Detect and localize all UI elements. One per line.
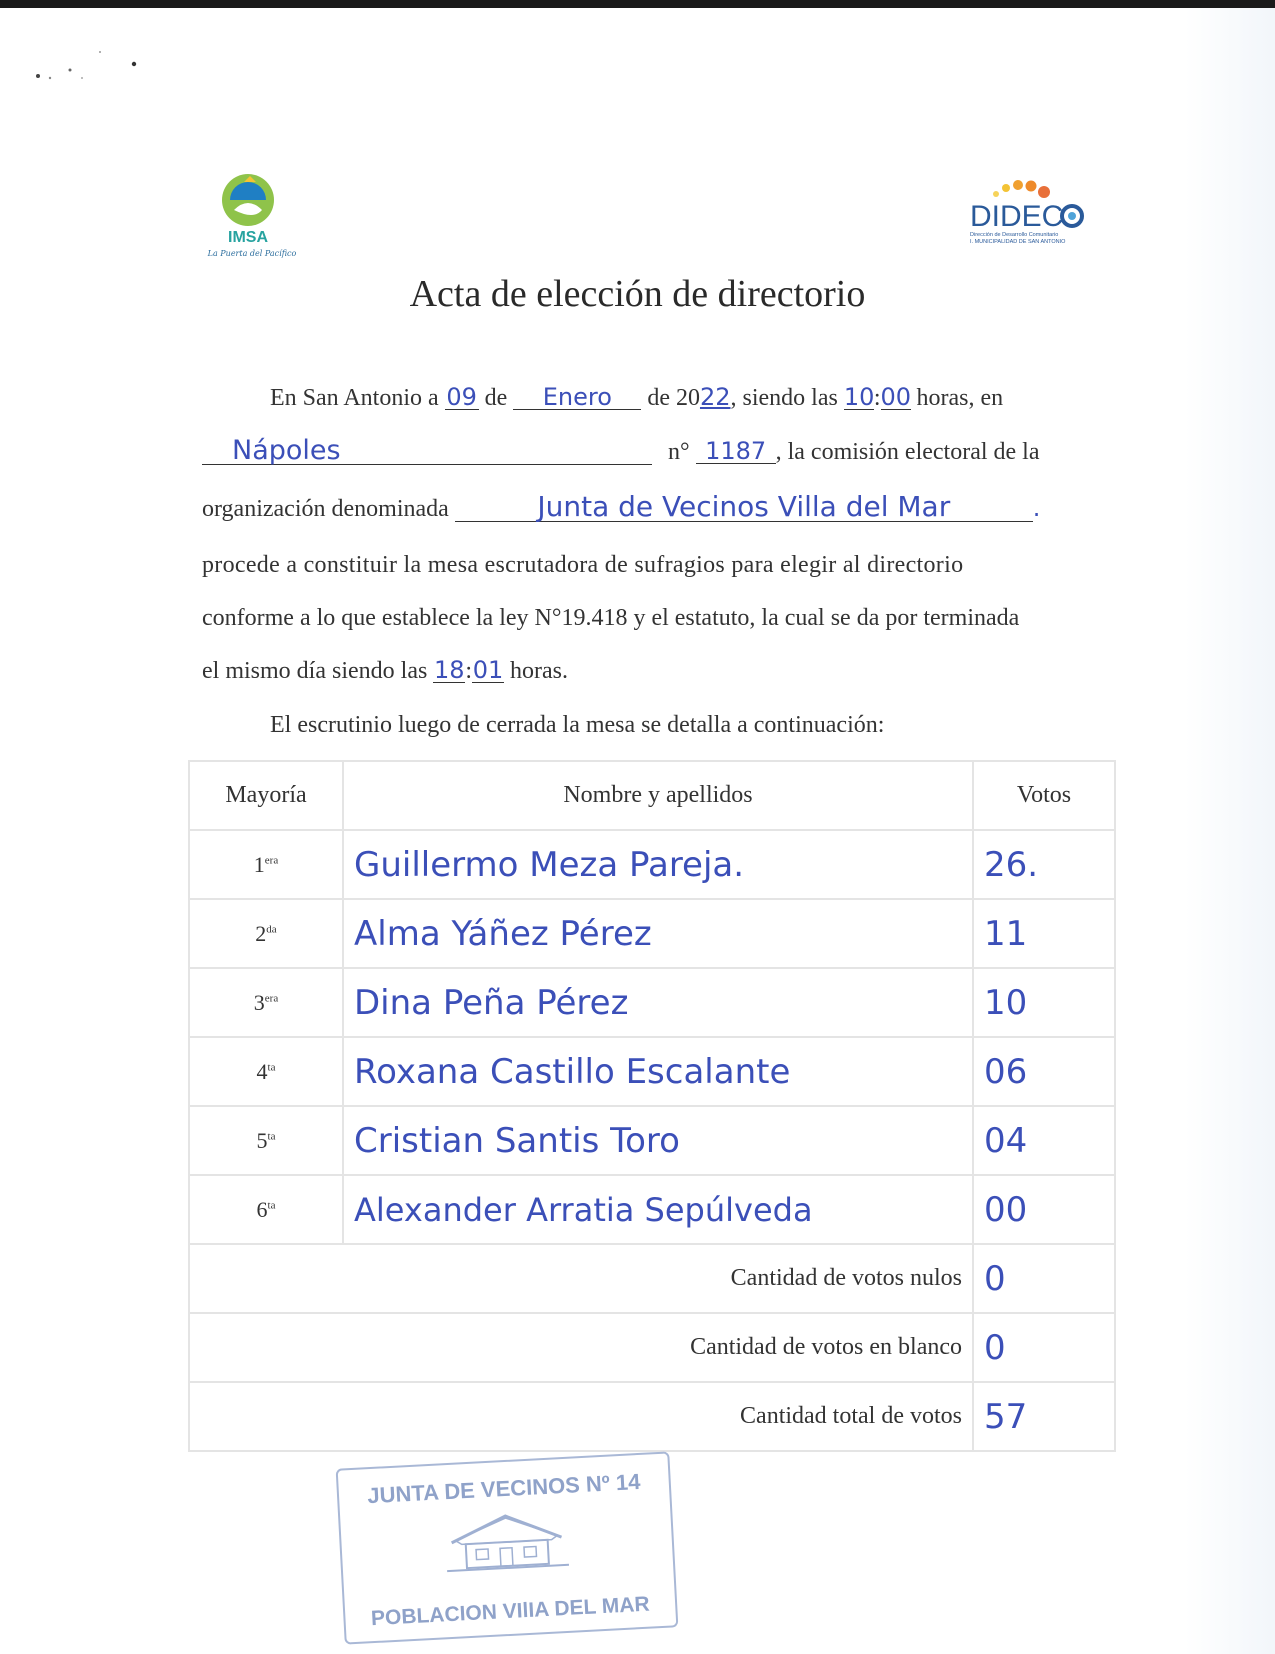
house-icon [440,1509,573,1576]
candidate-votes: 11 [973,899,1115,968]
candidate-name: Alexander Arratia Sepúlveda [343,1175,973,1244]
rank-cell [189,1175,343,1244]
summary-row-total [189,1382,1115,1451]
scan-specks [30,48,150,88]
scan-top-edge [0,0,1275,8]
rank-suffix: era [264,854,279,867]
rank-cell [189,830,343,899]
rank-number: 4 [256,1058,268,1084]
svg-text:I. MUNICIPALIDAD DE SAN ANTONI: I. MUNICIPALIDAD DE SAN ANTONIO [970,239,1066,245]
stamp-line-1: JUNTA DE VECINOS Nº 14 [366,1468,642,1509]
rank-cell [189,968,343,1037]
blanco-value: 0 [973,1313,1115,1382]
field-year: 22 [699,383,731,411]
scan-shadow [1185,8,1275,1654]
acta-line-7: El escrutinio luego de cerrada la mesa se detalla a continuación: [270,712,885,738]
acta-line-4: procede a constituir la mesa escrutadora de sufragios para elegir al directorio [202,552,964,578]
blanco-label: Cantidad de votos en blanco [189,1313,973,1382]
document-title: Acta de elección de directorio [409,273,866,315]
field-organizacion: Junta de Vecinos Villa del Mar [455,493,1033,522]
header-mayoria: Mayoría [189,761,343,830]
summary-row-blanco [189,1313,1115,1382]
svg-text:Dirección de Desarrollo Comuni: Dirección de Desarrollo Comunitario [970,232,1059,238]
candidate-name: Roxana Castillo Escalante [343,1037,973,1106]
rank-suffix: ta [267,1061,276,1074]
candidate-name: Guillermo Meza Pareja. [343,830,973,899]
acta-text: de 20 [647,385,700,411]
table-row [189,1175,1115,1244]
acta-text: , siendo las [730,385,838,411]
acta-text: horas. [509,658,568,684]
candidate-votes: 00 [973,1175,1115,1244]
acta-text: n° [668,439,690,465]
rank-number: 5 [256,1127,268,1153]
acta-text: de [484,385,508,411]
candidate-votes: 06 [973,1037,1115,1106]
candidate-votes: 26. [973,830,1115,899]
field-hora-inicio-h: 10 [843,383,875,411]
field-calle: Nápoles [202,437,652,465]
dideco-logo [968,178,1098,258]
rank-cell [189,899,343,968]
rank-number: 3 [253,989,265,1015]
acta-text: En San Antonio a [270,385,439,411]
table-row [189,1106,1115,1175]
summary-row-nulos [189,1244,1115,1313]
nulos-label: Cantidad de votos nulos [189,1244,973,1313]
total-value: 57 [973,1382,1115,1451]
rank-suffix: ta [267,1199,276,1212]
rank-number: 1 [253,851,265,877]
header-nombre: Nombre y apellidos [343,761,973,830]
candidate-votes: 10 [973,968,1115,1037]
stamp-line-2: POBLACION VIlIA DEL MAR [370,1592,651,1631]
table-row [189,968,1115,1037]
table-row [189,830,1115,899]
table-row [189,1037,1115,1106]
rank-number: 2 [255,920,267,946]
acta-text: organización denominada [202,496,449,522]
table-row [189,899,1115,968]
svg-text:IMSA: IMSA [228,229,268,246]
candidate-name: Alma Yáñez Pérez [343,899,973,968]
field-numero: 1187 [696,439,776,464]
acta-text: horas, en [916,385,1004,411]
total-label: Cantidad total de votos [189,1382,973,1451]
field-hora-fin-m: 01 [472,656,504,684]
rank-suffix: era [264,992,279,1005]
candidate-votes: 04 [973,1106,1115,1175]
candidate-name: Cristian Santis Toro [343,1106,973,1175]
field-organizacion-end: . [1032,494,1041,522]
acta-text: , la comisión electoral de la [775,439,1040,465]
field-mes: Enero [513,385,641,410]
acta-line-5: conforme a lo que establece la ley N°19.418 y el estatuto, la cual se da por terminada [202,605,1020,631]
acta-text: el mismo día siendo las [202,658,428,684]
rank-suffix: da [266,923,277,936]
field-hora-inicio-m: 00 [880,383,912,411]
svg-text:DIDEC: DIDEC [970,200,1064,233]
results-table [188,760,1116,1452]
rank-cell [189,1106,343,1175]
acta-line-6: el mismo día siendo las 18:01 horas. [202,656,568,684]
rank-cell [189,1037,343,1106]
imsa-logo [200,170,315,270]
acta-line-3 [202,490,1102,523]
candidate-name: Dina Peña Pérez [343,968,973,1037]
header-votos: Votos [973,761,1115,830]
field-dia: 09 [446,383,477,411]
rank-suffix: ta [267,1130,276,1143]
rank-number: 6 [256,1196,268,1222]
field-hora-fin-h: 18 [434,656,465,684]
acta-line-2 [202,437,1102,466]
nulos-value: 0 [973,1244,1115,1313]
table-header-row [189,761,1115,830]
organization-stamp [336,1451,679,1644]
acta-line-1: En San Antonio a 09 de Enero de 2022, siendo las 10:00 horas, en [270,383,1004,411]
svg-text:La Puerta del Pacífico: La Puerta del Pacífico [207,249,297,258]
